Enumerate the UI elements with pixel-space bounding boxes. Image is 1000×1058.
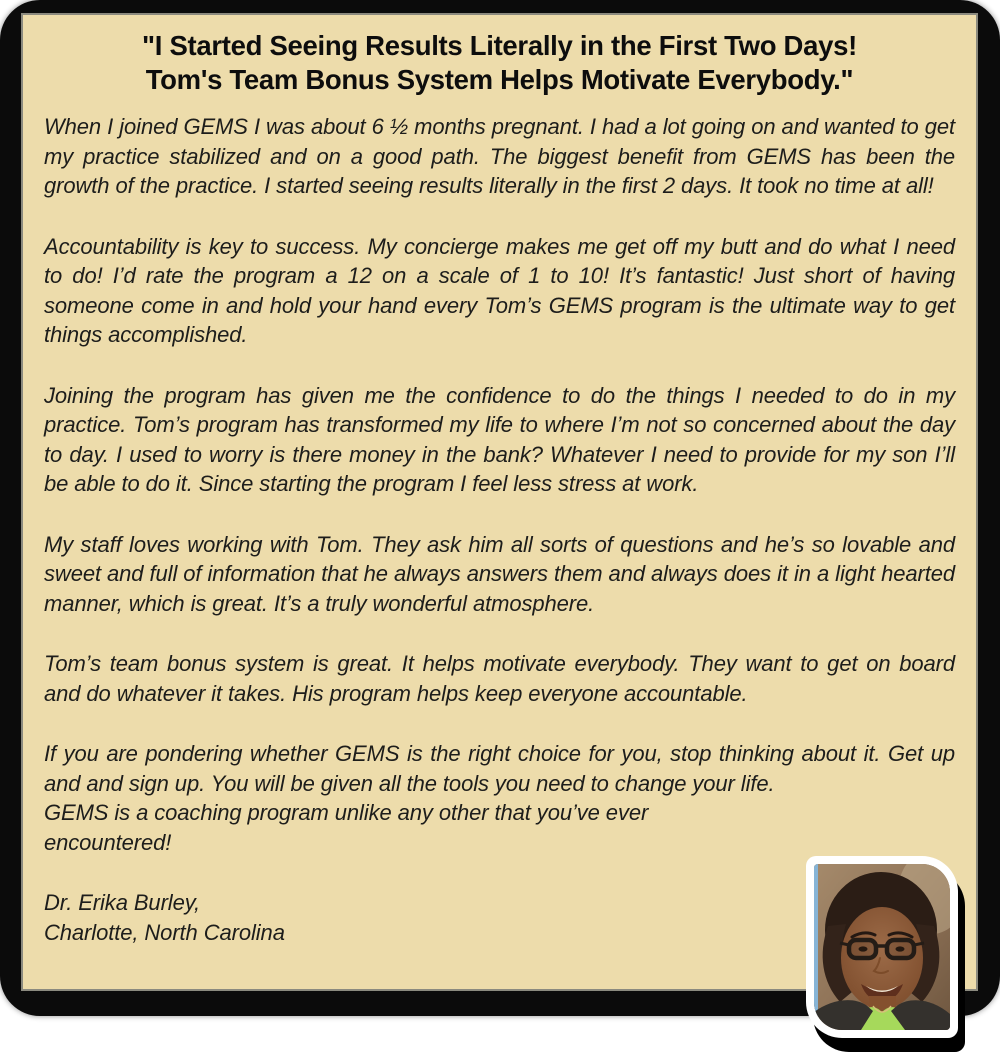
paragraph-5: Tom’s team bonus system is great. It helps motivate everybody. They want to get on board and do whatever it takes. His program helps keep everyone accountable. bbox=[44, 651, 955, 706]
testimonial-card bbox=[21, 13, 978, 991]
paragraph-4: My staff loves working with Tom. They ask him all sorts of questions and he’s so lovable and sweet and full of information that he always answers them and always does it in a light hearted manner, which is great. It’s a truly wonderful atmosphere. bbox=[44, 531, 955, 616]
testimonial-body bbox=[44, 112, 955, 947]
paragraph-2: Accountability is key to success. My concierge makes me get off my butt and do what I need to do! I’d rate the program a 12 on a scale of 1 to 10! It’s fantastic! Just short of having someone come in and hold your hand every Tom’s GEMS program is the ultimate way to get things accomplished. bbox=[44, 233, 955, 347]
paragraph-6-wrap-line-1: GEMS is a coaching program unlike any other that you’ve ever bbox=[44, 800, 649, 825]
headline-line-1: "I Started Seeing Results Literally in the First Two Days! bbox=[142, 30, 857, 61]
headline bbox=[44, 29, 955, 97]
attribution-location: Charlotte, North Carolina bbox=[44, 919, 285, 945]
attribution-name: Dr. Erika Burley, bbox=[44, 890, 200, 915]
paragraph-3: Joining the program has given me the confidence to do the things I needed to do in my practice. Tom’s program has transformed my life to where I’m not so concerned about the day to day. I used to worry is there money in the bank? Whatever I need to provide for my son I’ll be able to do it. Since starting the program I feel less stress at work. bbox=[44, 382, 955, 496]
photo-blue-edge bbox=[814, 864, 818, 1030]
portrait-photo bbox=[814, 864, 950, 1030]
headline-line-2: Tom's Team Bonus System Helps Motivate Everybody." bbox=[145, 64, 854, 95]
paragraph-6-main: If you are pondering whether GEMS is the right choice for you, stop thinking about it. Get up and and sign up. You will be given all the tools you need to change your life. bbox=[44, 741, 955, 796]
paragraph-6-wrap-line-2: encountered! bbox=[44, 829, 172, 855]
paragraph-1: When I joined GEMS I was about 6 ½ months pregnant. I had a lot going on and wanted to get my practice stabilized and on a good path. The biggest benefit from GEMS has been the growth of the practice. I started seeing results literally in the first 2 days. It took no time at all! bbox=[44, 114, 955, 198]
photo-frame bbox=[806, 856, 958, 1038]
